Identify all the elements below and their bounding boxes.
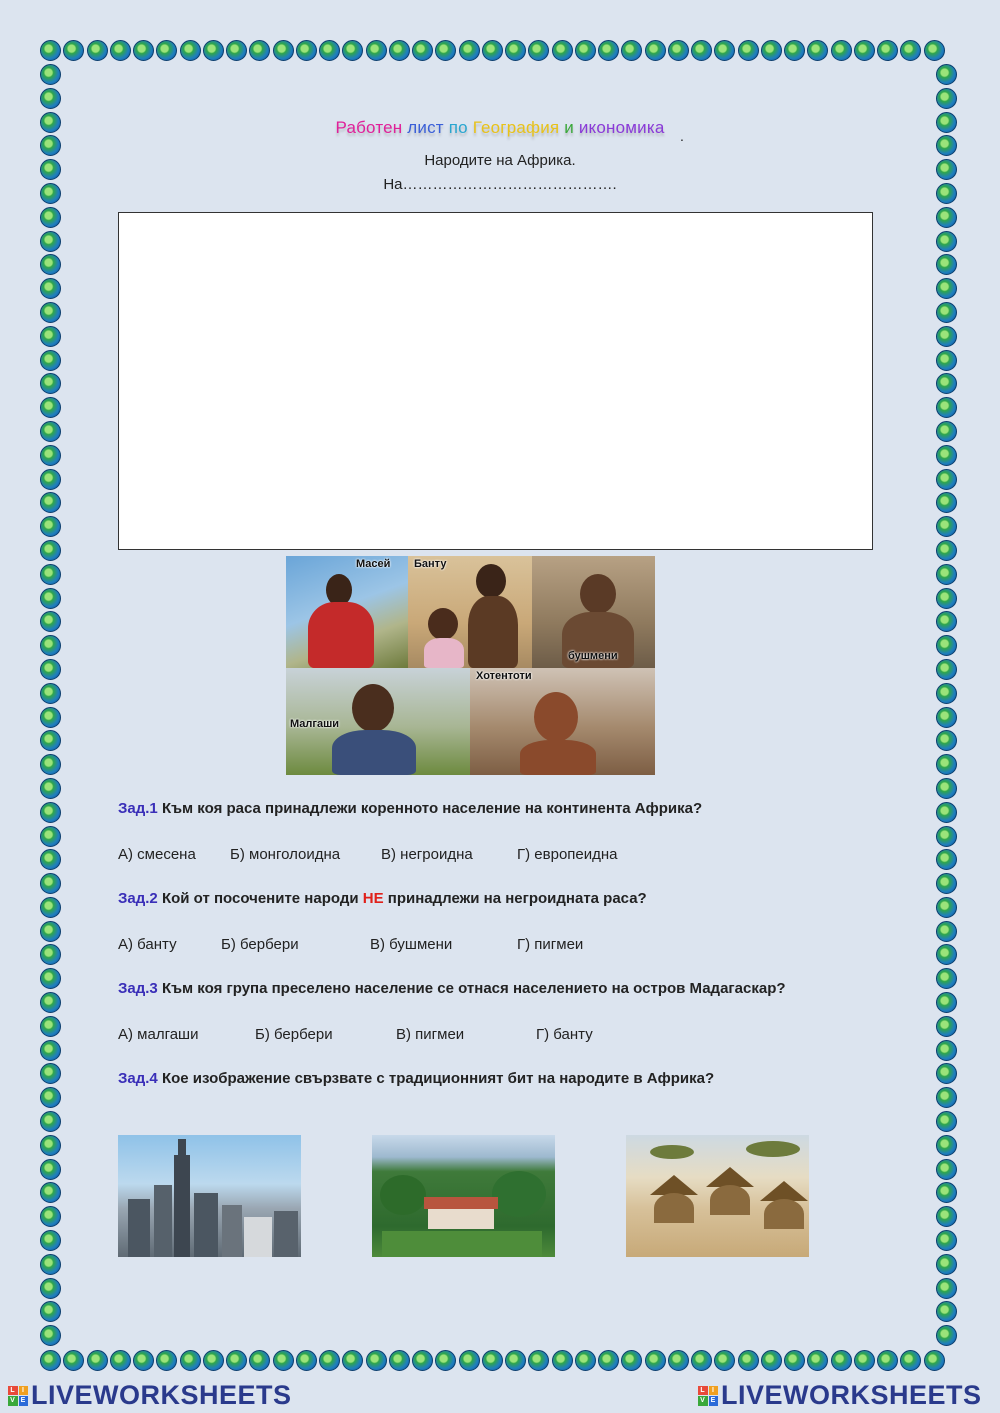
globe-icon [854, 1350, 875, 1371]
globe-icon [936, 445, 957, 466]
globe-icon [575, 1350, 596, 1371]
photo-bantu [408, 556, 532, 668]
globe-icon [40, 921, 61, 942]
globe-icon [459, 40, 480, 61]
globe-icon [482, 1350, 503, 1371]
brand-logo-icon: L I V E [698, 1386, 718, 1406]
border-bottom [40, 1350, 945, 1371]
globe-icon [226, 1350, 247, 1371]
globe-icon [110, 40, 131, 61]
student-name-line: На……………………………………. [383, 176, 617, 193]
globe-icon [40, 1016, 61, 1037]
peoples-collage [286, 556, 655, 775]
globe-icon [319, 40, 340, 61]
globe-icon [40, 826, 61, 847]
photo-malagasy [286, 668, 470, 775]
globe-icon [936, 1135, 957, 1156]
title-part: лист [407, 118, 449, 137]
globe-icon [936, 88, 957, 109]
globe-icon [936, 564, 957, 585]
globe-icon [936, 1040, 957, 1061]
task-2-options [118, 936, 878, 956]
globe-icon [645, 40, 666, 61]
globe-icon [40, 326, 61, 347]
image-city-skyline[interactable] [118, 1135, 301, 1257]
task-1-question [118, 800, 702, 817]
globe-icon [621, 1350, 642, 1371]
globe-icon [936, 469, 957, 490]
globe-icon [40, 968, 61, 989]
globe-icon [714, 40, 735, 61]
globe-icon [342, 1350, 363, 1371]
globe-icon [40, 231, 61, 252]
globe-icon [936, 826, 957, 847]
globe-icon [738, 40, 759, 61]
image-villa-forest[interactable] [372, 1135, 555, 1257]
task-3-options [118, 1026, 878, 1046]
globe-icon [936, 278, 957, 299]
globe-icon [412, 1350, 433, 1371]
task-3-question [118, 980, 786, 997]
title-part: икономика [578, 118, 665, 137]
globe-icon [40, 1087, 61, 1108]
globe-icon [936, 707, 957, 728]
globe-icon [40, 611, 61, 632]
globe-icon [40, 421, 61, 442]
globe-icon [40, 992, 61, 1013]
image-african-village[interactable] [626, 1135, 809, 1257]
option-a[interactable]: А) смесена [118, 846, 196, 863]
globe-icon [936, 873, 957, 894]
title-dot: . [680, 128, 684, 144]
globe-icon [40, 1111, 61, 1132]
brand-logo-icon: L I V E [8, 1386, 28, 1406]
option-c[interactable]: В) пигмеи [396, 1026, 465, 1043]
globe-icon [761, 1350, 782, 1371]
globe-icon [366, 1350, 387, 1371]
globe-icon [528, 40, 549, 61]
globe-icon [936, 1254, 957, 1275]
globe-icon [40, 1063, 61, 1084]
globe-icon [552, 1350, 573, 1371]
option-b[interactable]: Б) бербери [255, 1026, 333, 1043]
globe-icon [180, 1350, 201, 1371]
globe-icon [412, 40, 433, 61]
task-number: Зад.2 [118, 890, 158, 907]
globe-icon [459, 1350, 480, 1371]
globe-icon [40, 1254, 61, 1275]
globe-icon [482, 40, 503, 61]
globe-icon [40, 445, 61, 466]
task-number: Зад.4 [118, 1070, 158, 1087]
globe-icon [40, 683, 61, 704]
globe-icon [714, 1350, 735, 1371]
globe-icon [249, 40, 270, 61]
globe-icon [936, 1087, 957, 1108]
globe-icon [319, 1350, 340, 1371]
globe-icon [598, 1350, 619, 1371]
globe-icon [936, 373, 957, 394]
globe-icon [40, 469, 61, 490]
globe-icon [936, 492, 957, 513]
globe-icon [40, 730, 61, 751]
globe-icon [87, 40, 108, 61]
task-2-question [118, 890, 647, 907]
globe-icon [936, 588, 957, 609]
option-b[interactable]: Б) бербери [221, 936, 299, 953]
photo-bushmen [532, 556, 655, 668]
task-text: Кой от посочените народи [157, 890, 363, 907]
globe-icon [226, 40, 247, 61]
globe-icon [936, 64, 957, 85]
globe-icon [40, 540, 61, 561]
border-right [936, 64, 957, 1346]
globe-icon [936, 1111, 957, 1132]
globe-icon [40, 278, 61, 299]
globe-icon [784, 1350, 805, 1371]
option-d[interactable]: Г) европеидна [517, 846, 618, 863]
globe-icon [40, 707, 61, 728]
globe-icon [87, 1350, 108, 1371]
globe-icon [203, 1350, 224, 1371]
globe-icon [342, 40, 363, 61]
globe-icon [691, 1350, 712, 1371]
globe-icon [40, 659, 61, 680]
task-text: Кое изображение свързвате с традиционният бит на народите в Африка? [157, 1070, 715, 1087]
globe-icon [936, 1016, 957, 1037]
globe-icon [936, 683, 957, 704]
globe-icon [691, 40, 712, 61]
title-part: и [564, 118, 579, 137]
globe-icon [936, 302, 957, 323]
globe-icon [936, 1301, 957, 1322]
globe-icon [296, 1350, 317, 1371]
globe-icon [936, 350, 957, 371]
globe-icon [936, 254, 957, 275]
globe-icon [900, 1350, 921, 1371]
globe-icon [40, 1301, 61, 1322]
globe-icon [40, 88, 61, 109]
globe-icon [936, 1159, 957, 1180]
globe-icon [552, 40, 573, 61]
border-left [40, 64, 61, 1346]
globe-icon [389, 1350, 410, 1371]
globe-icon [40, 350, 61, 371]
task-number: Зад.3 [118, 980, 158, 997]
task-4-question [118, 1070, 714, 1087]
title-part: по [448, 118, 473, 137]
globe-icon [645, 1350, 666, 1371]
globe-icon [936, 397, 957, 418]
border-top [40, 40, 945, 61]
task-text: Към коя група преселено население се отнася населението на остров Мадагаскар? [157, 980, 786, 997]
globe-icon [936, 540, 957, 561]
globe-icon [156, 1350, 177, 1371]
globe-icon [133, 1350, 154, 1371]
globe-icon [40, 1230, 61, 1251]
globe-icon [40, 254, 61, 275]
globe-icon [40, 64, 61, 85]
globe-icon [366, 40, 387, 61]
photo-masai [286, 556, 408, 668]
globe-icon [598, 40, 619, 61]
globe-icon [936, 992, 957, 1013]
globe-icon [40, 492, 61, 513]
task-1-options [118, 846, 878, 866]
globe-icon [668, 40, 689, 61]
globe-icon [273, 40, 294, 61]
task-number: Зад.1 [118, 800, 158, 817]
globe-icon [40, 1040, 61, 1061]
globe-icon [40, 564, 61, 585]
globe-icon [936, 231, 957, 252]
option-d[interactable]: Г) банту [536, 1026, 593, 1043]
label-hottentots: Хотентоти [476, 670, 532, 682]
globe-icon [40, 944, 61, 965]
globe-icon [40, 40, 61, 61]
globe-icon [40, 588, 61, 609]
brand-text: LIVEWORKSHEETS [31, 1380, 292, 1410]
globe-icon [249, 1350, 270, 1371]
globe-icon [936, 207, 957, 228]
globe-icon [831, 40, 852, 61]
negation-word: НЕ [362, 890, 384, 907]
globe-icon [180, 40, 201, 61]
globe-icon [668, 1350, 689, 1371]
globe-icon [900, 40, 921, 61]
globe-icon [936, 1325, 957, 1346]
globe-icon [40, 778, 61, 799]
globe-icon [40, 802, 61, 823]
globe-icon [110, 1350, 131, 1371]
globe-icon [40, 754, 61, 775]
globe-icon [854, 40, 875, 61]
globe-icon [924, 1350, 945, 1371]
globe-icon [621, 40, 642, 61]
option-c[interactable]: В) бушмени [370, 936, 453, 953]
option-d[interactable]: Г) пигмеи [517, 936, 584, 953]
title-part: Работен [335, 118, 408, 137]
globe-icon [936, 1063, 957, 1084]
label-bantu: Банту [414, 558, 447, 570]
globe-icon [40, 207, 61, 228]
globe-icon [40, 1135, 61, 1156]
footer-brand-left[interactable] [8, 1380, 292, 1411]
globe-icon [40, 1182, 61, 1203]
globe-icon [40, 873, 61, 894]
globe-icon [40, 373, 61, 394]
title-part: География [472, 118, 565, 137]
label-malagasy: Малгаши [290, 718, 340, 730]
globe-icon [936, 611, 957, 632]
answer-box[interactable] [118, 212, 873, 550]
globe-icon [877, 1350, 898, 1371]
globe-icon [40, 849, 61, 870]
globe-icon [807, 40, 828, 61]
globe-icon [831, 1350, 852, 1371]
globe-icon [40, 635, 61, 656]
globe-icon [936, 921, 957, 942]
globe-icon [63, 40, 84, 61]
globe-icon [40, 397, 61, 418]
globe-icon [936, 1182, 957, 1203]
globe-icon [936, 968, 957, 989]
globe-icon [936, 849, 957, 870]
globe-icon [738, 1350, 759, 1371]
globe-icon [40, 1278, 61, 1299]
task-text: принадлежи на негроидната раса? [383, 890, 647, 907]
option-a[interactable]: А) банту [118, 936, 177, 953]
globe-icon [936, 897, 957, 918]
globe-icon [133, 40, 154, 61]
globe-icon [156, 40, 177, 61]
globe-icon [575, 40, 596, 61]
globe-icon [40, 1206, 61, 1227]
worksheet-title [0, 118, 1000, 138]
globe-icon [63, 1350, 84, 1371]
globe-icon [936, 635, 957, 656]
globe-icon [877, 40, 898, 61]
photo-hottentots [470, 668, 655, 775]
globe-icon [40, 302, 61, 323]
option-c[interactable]: В) негроидна [381, 846, 473, 863]
globe-icon [936, 754, 957, 775]
globe-icon [296, 40, 317, 61]
globe-icon [936, 1230, 957, 1251]
globe-icon [936, 421, 957, 442]
task-text: Към коя раса принадлежи коренното население на континента Африка? [157, 800, 703, 817]
globe-icon [936, 326, 957, 347]
globe-icon [936, 1278, 957, 1299]
globe-icon [936, 1206, 957, 1227]
globe-icon [389, 40, 410, 61]
globe-icon [936, 802, 957, 823]
globe-icon [807, 1350, 828, 1371]
brand-text: LIVEWORKSHEETS [721, 1380, 982, 1410]
label-bushmen: бушмени [568, 650, 618, 662]
globe-icon [40, 1159, 61, 1180]
globe-icon [936, 778, 957, 799]
globe-icon [40, 1325, 61, 1346]
footer-brand-right[interactable] [698, 1380, 982, 1411]
globe-icon [936, 516, 957, 537]
globe-icon [936, 730, 957, 751]
globe-icon [40, 1350, 61, 1371]
globe-icon [203, 40, 224, 61]
globe-icon [40, 516, 61, 537]
globe-icon [784, 40, 805, 61]
globe-icon [435, 40, 456, 61]
globe-icon [936, 659, 957, 680]
option-b[interactable]: Б) монголоидна [230, 846, 341, 863]
globe-icon [40, 897, 61, 918]
globe-icon [435, 1350, 456, 1371]
option-a[interactable]: А) малгаши [118, 1026, 199, 1043]
globe-icon [273, 1350, 294, 1371]
globe-icon [505, 1350, 526, 1371]
globe-icon [761, 40, 782, 61]
label-masai: Масей [356, 558, 391, 570]
globe-icon [936, 944, 957, 965]
globe-icon [528, 1350, 549, 1371]
globe-icon [924, 40, 945, 61]
worksheet-subtitle: Народите на Африка. [424, 152, 576, 169]
globe-icon [505, 40, 526, 61]
